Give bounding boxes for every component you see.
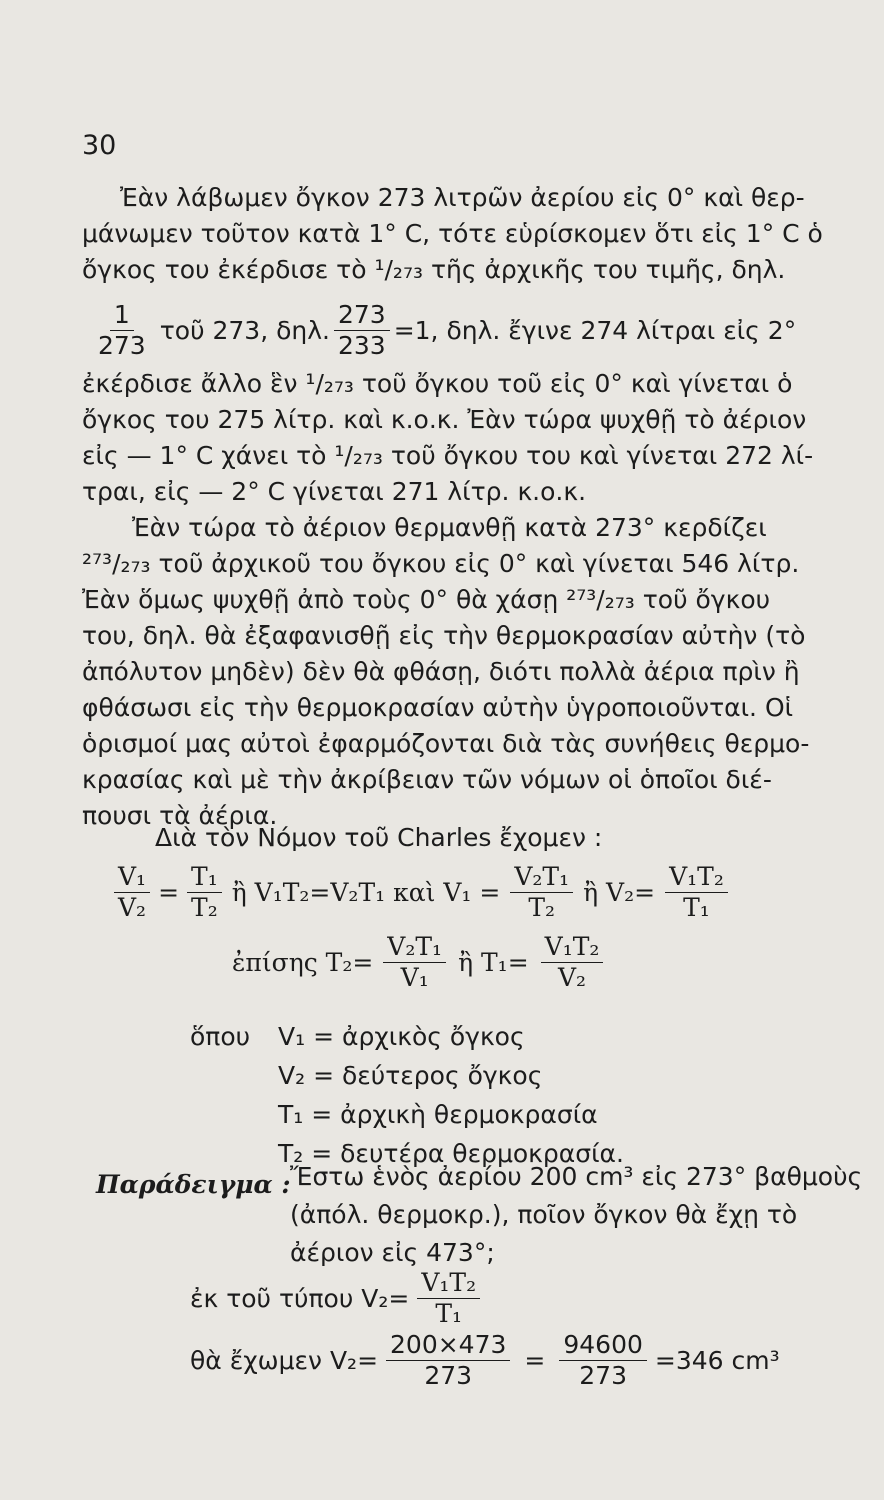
text-line: τραι, εἰς — 2° C γίνεται 271 λίτρ. κ.ο.κ.	[82, 477, 587, 506]
fraction: $\frac{\text{V₂T₁}}{\text{T₂}}$	[510, 862, 573, 923]
example-line: (ἀπόλ. θερμοκρ.), ποῖον ὄγκον θὰ ἔχῃ τὸ	[290, 1200, 798, 1229]
example-line: Ἔστω ἑνὸς ἀερίου 200 cm³ εἰς 273° βαθμοὺς	[290, 1162, 863, 1191]
fraction: $\frac{\text{T₁}}{\text{T₂}}$	[187, 862, 222, 923]
text-line: ὄγκος του 275 λίτρ. καὶ κ.ο.κ. Ἐὰν τώρα ψυχθῇ τὸ ἀέριον	[82, 405, 807, 434]
charles-equation-1: $\frac{\text{V₁}}{\text{V₂}}$ = $\frac{\text{T₁}}{\text{T₂}}$ ἢ V₁T₂=V₂T₁ καὶ V₁ = $\frac{\text{V₂T₁}}{\text{T₂}}$ ἢ V₂= $\frac{\text{V₁T₂}}{\text{T₁}}$	[110, 862, 732, 923]
text-line: μάνωμεν τοῦτον κατὰ 1° C, τότε εὑρίσκομεν ὅτι εἰς 1° C ὁ	[82, 219, 823, 248]
text-line: Ἐὰν τώρα τὸ ἀέριον θερμανθῇ κατὰ 273° κερδίζει	[132, 513, 767, 542]
page-number: 30	[82, 130, 117, 161]
fraction: $\frac{\text{V₁T₂}}{\text{T₁}}$	[665, 862, 728, 923]
text-line: ἐκέρδισε ἄλλο ἓν ¹/₂₇₃ τοῦ ὄγκου τοῦ εἰς 0° καὶ γίνεται ὁ	[82, 369, 793, 398]
text-line: φθάσωσι εἰς τὴν θερμοκρασίαν αὐτὴν ὑγροποιοῦνται. Οἱ	[82, 693, 794, 722]
definition-item: V₁ = ἀρχικὸς ὄγκος	[278, 1022, 525, 1051]
fraction: $\frac{\text{V₁}}{\text{V₂}}$	[114, 862, 150, 923]
text-line: του, δηλ. θὰ ἐξαφανισθῇ εἰς τὴν θερμοκρασίαν αὐτὴν (τὸ	[82, 621, 806, 650]
fraction: $\frac{1}{273}$	[98, 300, 146, 360]
fraction: $\frac{94600}{273}$	[559, 1330, 647, 1391]
text-line: ὄγκος του ἐκέρδισε τὸ ¹/₂₇₃ τῆς ἀρχικῆς του τιμῆς, δηλ.	[82, 255, 786, 284]
fraction: $\frac{200\times 473}{273}$	[386, 1330, 510, 1391]
result-row: θὰ ἔχωμεν V₂= $\frac{200\times 473}{273}$ = $\frac{94600}{273}$ =346 cm³	[190, 1330, 780, 1390]
definition-item: V₂ = δεύτερος ὄγκος	[278, 1061, 543, 1090]
text-line: πουσι τὰ ἀέρια.	[82, 801, 278, 830]
fraction: $\frac{\text{V₁T₂}}{\text{T₁}}$	[417, 1268, 480, 1329]
charles-equation-2: ἐπίσης T₂= $\frac{\text{V₂T₁}}{\text{V₁}}$ ἢ T₁= $\frac{\text{V₁T₂}}{\text{V₂}}$	[232, 932, 607, 993]
text-line: ἀπόλυτον μηδὲν) δὲν θὰ φθάσῃ, διότι πολλὰ ἀέρια πρὶν ἢ	[82, 657, 800, 686]
definition-item: T₂ = δευτέρα θερμοκρασία.	[278, 1139, 624, 1168]
example-label: Παράδειγμα :	[96, 1170, 291, 1199]
text-line: Ἐὰν ὅμως ψυχθῇ ἀπὸ τοὺς 0° θὰ χάσῃ ²⁷³/₂₇₃ τοῦ ὄγκου	[82, 585, 771, 614]
text-line: εἰς — 1° C χάνει τὸ ¹/₂₇₃ τοῦ ὄγκου του καὶ γίνεται 272 λί-	[82, 441, 814, 470]
text-line: κρασίας καὶ μὲ τὴν ἀκρίβειαν τῶν νόμων οἱ ὁποῖοι διέ-	[82, 765, 772, 794]
definition-item: T₁ = ἀρχικὴ θερμοκρασία	[278, 1100, 598, 1129]
text-line: ²⁷³/₂₇₃ τοῦ ἀρχικοῦ του ὄγκου εἰς 0° καὶ γίνεται 546 λίτρ.	[82, 549, 800, 578]
example-line: ἀέριον εἰς 473°;	[290, 1238, 495, 1267]
fraction: $\frac{273}{233}$	[334, 300, 390, 361]
fraction: $\frac{\text{V₂T₁}}{\text{V₁}}$	[383, 932, 446, 993]
fraction: $\frac{\text{V₁T₂}}{\text{V₂}}$	[541, 932, 604, 993]
formula-row: ἐκ τοῦ τύπου V₂= $\frac{\text{V₁T₂}}{\text{T₁}}$	[190, 1268, 484, 1329]
where-label: ὅπου	[190, 1022, 251, 1051]
charles-intro: Διὰ τὸν Νόμον τοῦ Charles ἔχομεν :	[155, 823, 603, 852]
text-line: ὁρισμοί μας αὐτοὶ ἐφαρμόζονται διὰ τὰς συνήθεις θερμο-	[82, 729, 810, 758]
text-line: Ἐὰν λάβωμεν ὄγκον 273 λιτρῶν ἀερίου εἰς 0° καὶ θερ-	[120, 183, 805, 212]
inline-equation-row: $\frac{1}{273}$ τοῦ 273, δηλ. $\frac{273}{233}$ =1, δηλ. ἔγινε 274 λίτραι εἰς 2°	[90, 300, 796, 361]
